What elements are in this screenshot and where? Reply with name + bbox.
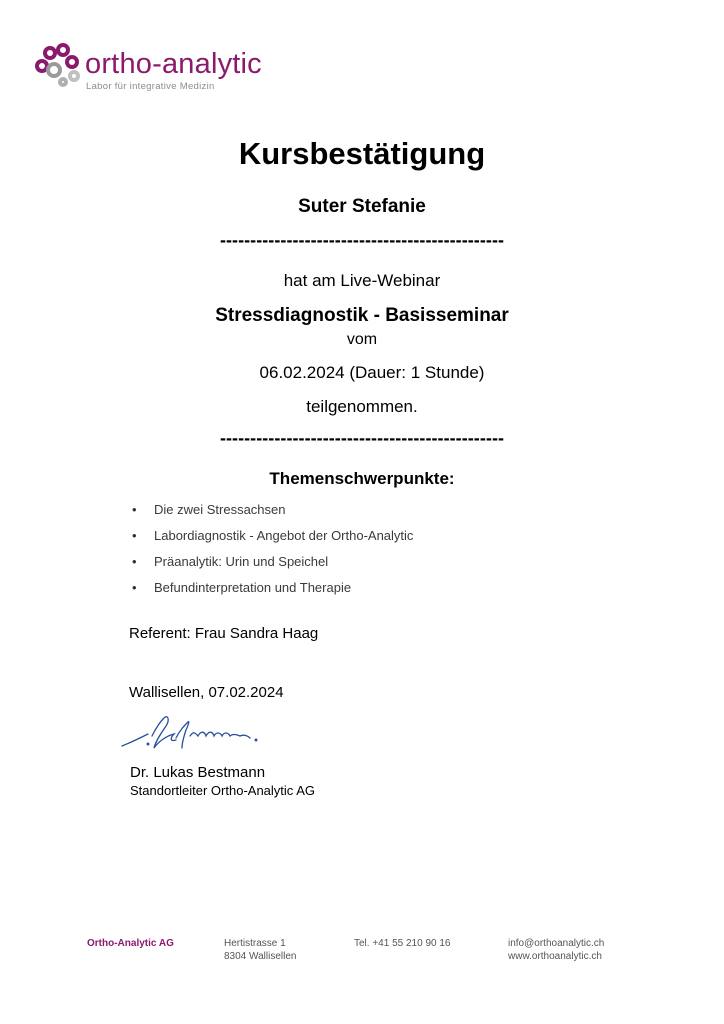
referent-text: Referent: Frau Sandra Haag (129, 625, 319, 642)
participant-name: Suter Stefanie (298, 196, 426, 217)
footer-website: www.orthoanalytic.ch (508, 951, 602, 962)
course-title: Stressdiagnostik - Basisseminar (215, 305, 509, 326)
footer-address (224, 937, 296, 963)
logo-wordmark: ortho-analytic (85, 48, 262, 80)
separator-bottom: ----------------------------------------------- (219, 428, 505, 448)
topic-text: Labordiagnostik - Angebot der Ortho-Analytic (154, 528, 414, 543)
signature-icon (118, 700, 278, 760)
list-item (128, 553, 413, 579)
footer-email: info@orthoanalytic.ch (508, 938, 605, 949)
footer-street: Hertistrasse 1 (224, 938, 286, 949)
bullet-icon: • (132, 554, 137, 569)
course-date: 06.02.2024 (Dauer: 1 Stunde) (259, 363, 485, 382)
list-item (128, 501, 413, 527)
place-date: Wallisellen, 07.02.2024 (129, 684, 284, 701)
bullet-icon: • (132, 502, 137, 517)
document-title: Kursbestätigung (238, 136, 486, 171)
topic-text: Präanalytik: Urin und Speichel (154, 554, 329, 569)
logo-tagline: Labor für integrative Medizin (86, 81, 215, 92)
vom-text: vom (346, 331, 378, 348)
bullet-icon: • (132, 528, 137, 543)
topic-text: Die zwei Stressachsen (154, 502, 286, 517)
list-item (128, 527, 413, 553)
separator-top: ----------------------------------------------- (219, 230, 505, 250)
signer-role: Standortleiter Ortho-Analytic AG (130, 783, 315, 798)
footer-company: Ortho-Analytic AG (87, 938, 174, 949)
footer-city: 8304 Wallisellen (224, 951, 297, 962)
topics-heading: Themenschwerpunkte: (269, 469, 455, 488)
topics-list (128, 501, 413, 605)
topic-text: Befundinterpretation und Therapie (154, 580, 352, 595)
signer-name: Dr. Lukas Bestmann (130, 764, 266, 781)
list-item (128, 579, 413, 605)
footer-contact (508, 937, 604, 963)
bullet-icon: • (132, 580, 137, 595)
footer-phone: Tel. +41 55 210 90 16 (354, 938, 451, 949)
intro-text: hat am Live-Webinar (283, 271, 441, 290)
participated-text: teilgenommen. (306, 397, 418, 416)
